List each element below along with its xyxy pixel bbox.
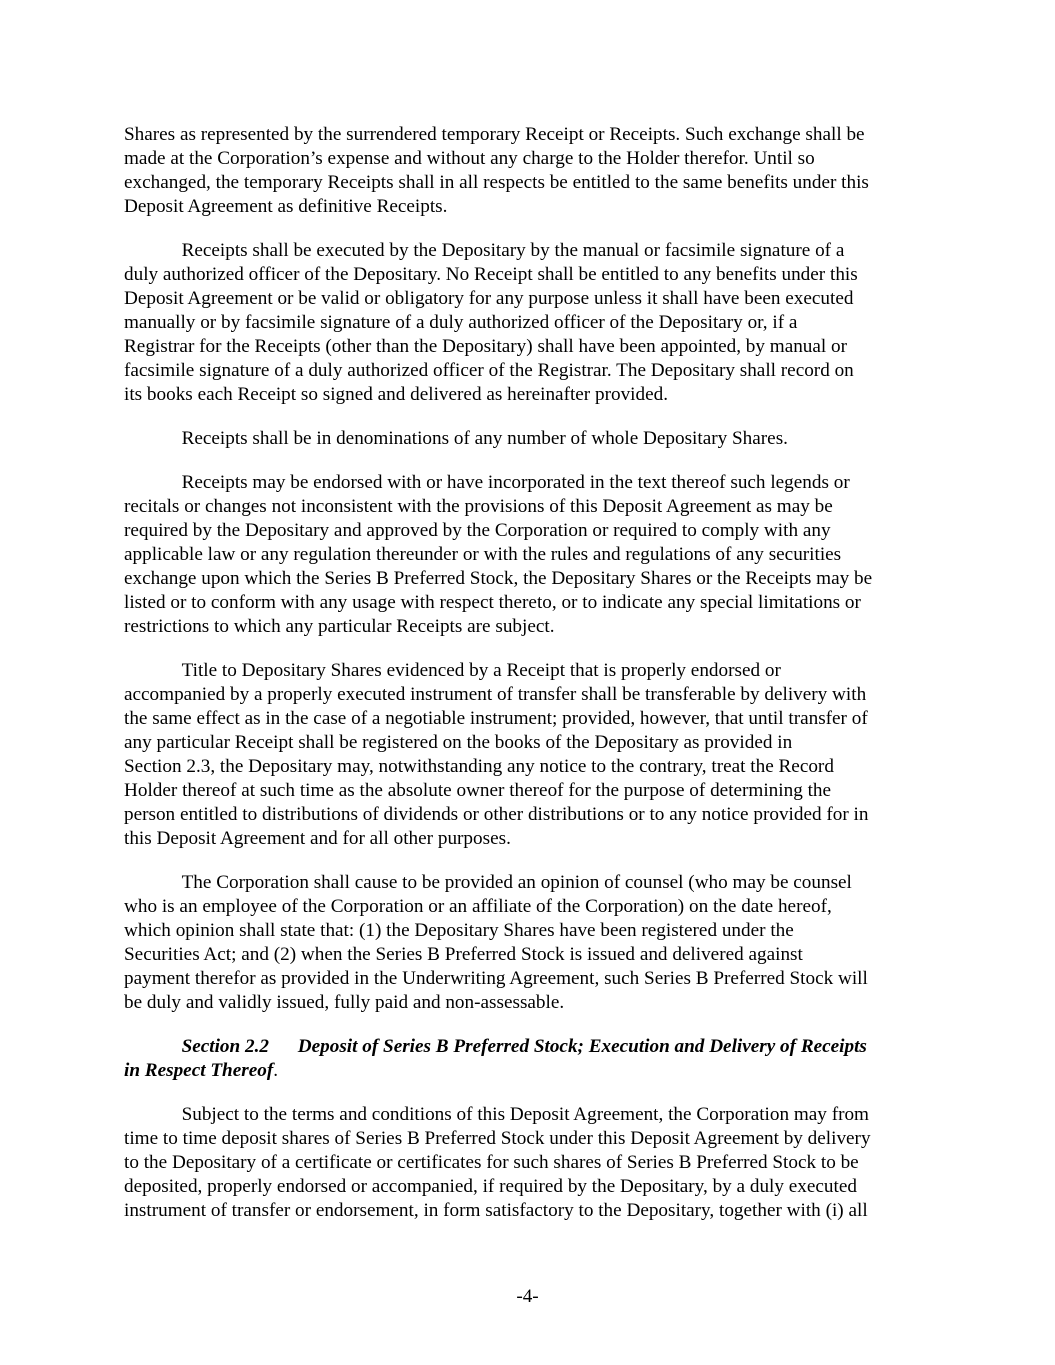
paragraph-opinion-of-counsel: The Corporation shall cause to be provided an opinion of counsel (who may be counsel who is an employee of the Corporation or an affiliate of the Corporation) on the date hereof, which opinion shall state that: (1) the Depositary Shares have been registered under the Securities Act; and (2) when the Series B Preferred Stock is issued and delivered against payment therefor as provided in the Underwriting Agreement, such Series B Preferred Stock will be duly and validly issued, fully paid and non-assessable. <box>124 872 868 1013</box>
paragraph-receipt-denominations: Receipts shall be in denominations of any number of whole Depositary Shares. <box>124 428 788 449</box>
paragraph-receipt-execution: Receipts shall be executed by the Depositary by the manual or facsimile signature of a duly authorized officer of the Depositary. No Receipt shall be entitled to any benefits under this Deposit Agreement or be valid or obligatory for any purpose unless it shall have been executed manually or by facsimile signature of a duly authorized officer of the Depositary or, if a Registrar for the Receipts (other than the Depositary) shall have been appointed, by manual or facsimile signature of a duly authorized officer of the Registrar. The Depositary shall record on its books each Receipt so signed and delivered as hereinafter provided. <box>124 240 858 405</box>
paragraph-receipt-endorsements: Receipts may be endorsed with or have incorporated in the text thereof such legends or recitals or changes not inconsistent with the provisions of this Deposit Agreement as may be required by the Depositary and approved by the Corporation or required to comply with any applicable law or any regulation thereunder or with the rules and regulations of any securities exchange upon which the Series B Preferred Stock, the Depositary Shares or the Receipts may be listed or to conform with any usage with respect thereto, or to indicate any special limitations or restrictions to which any particular Receipts are subject. <box>124 472 873 637</box>
paragraph-temporary-receipts-exchange: Shares as represented by the surrendered temporary Receipt or Receipts. Such exchange shall be made at the Corporation’s expense and without any charge to the Holder therefor. Until so exchanged, the temporary Receipts shall in all respects be entitled to the same benefits under this Deposit Agreement as definitive Receipts. <box>124 124 869 217</box>
section-heading-2-2 <box>124 1035 936 1083</box>
section-heading-text: Section 2.2 Deposit of Series B Preferred Stock; Execution and Delivery of Receipts in Respect Thereof <box>124 1036 867 1081</box>
paragraph-deposit-of-shares: Subject to the terms and conditions of this Deposit Agreement, the Corporation may from time to time deposit shares of Series B Preferred Stock under this Deposit Agreement by delivery to the Depositary of a certificate or certificates for such shares of Series B Preferred Stock to be deposited, properly endorsed or accompanied, if required by the Depositary, by a duly executed instrument of transfer or endorsement, in form satisfactory to the Depositary, together with (i) all <box>124 1104 871 1221</box>
paragraph-title-transfer: Title to Depositary Shares evidenced by a Receipt that is properly endorsed or accompanied by a properly executed instrument of transfer shall be transferable by delivery with the same effect as in the case of a negotiable instrument; provided, however, that until transfer of any particular Receipt shall be registered on the books of the Depositary as provided in Section 2.3, the Depositary may, notwithstanding any notice to the contrary, treat the Record Holder thereof at such time as the absolute owner thereof for the purpose of determining the person entitled to distributions of dividends or other distributions or to any notice provided for in this Deposit Agreement and for all other purposes. <box>124 660 869 849</box>
page-number: -4- <box>516 1286 539 1307</box>
document-page <box>124 123 936 1223</box>
section-heading-period: . <box>273 1060 279 1081</box>
